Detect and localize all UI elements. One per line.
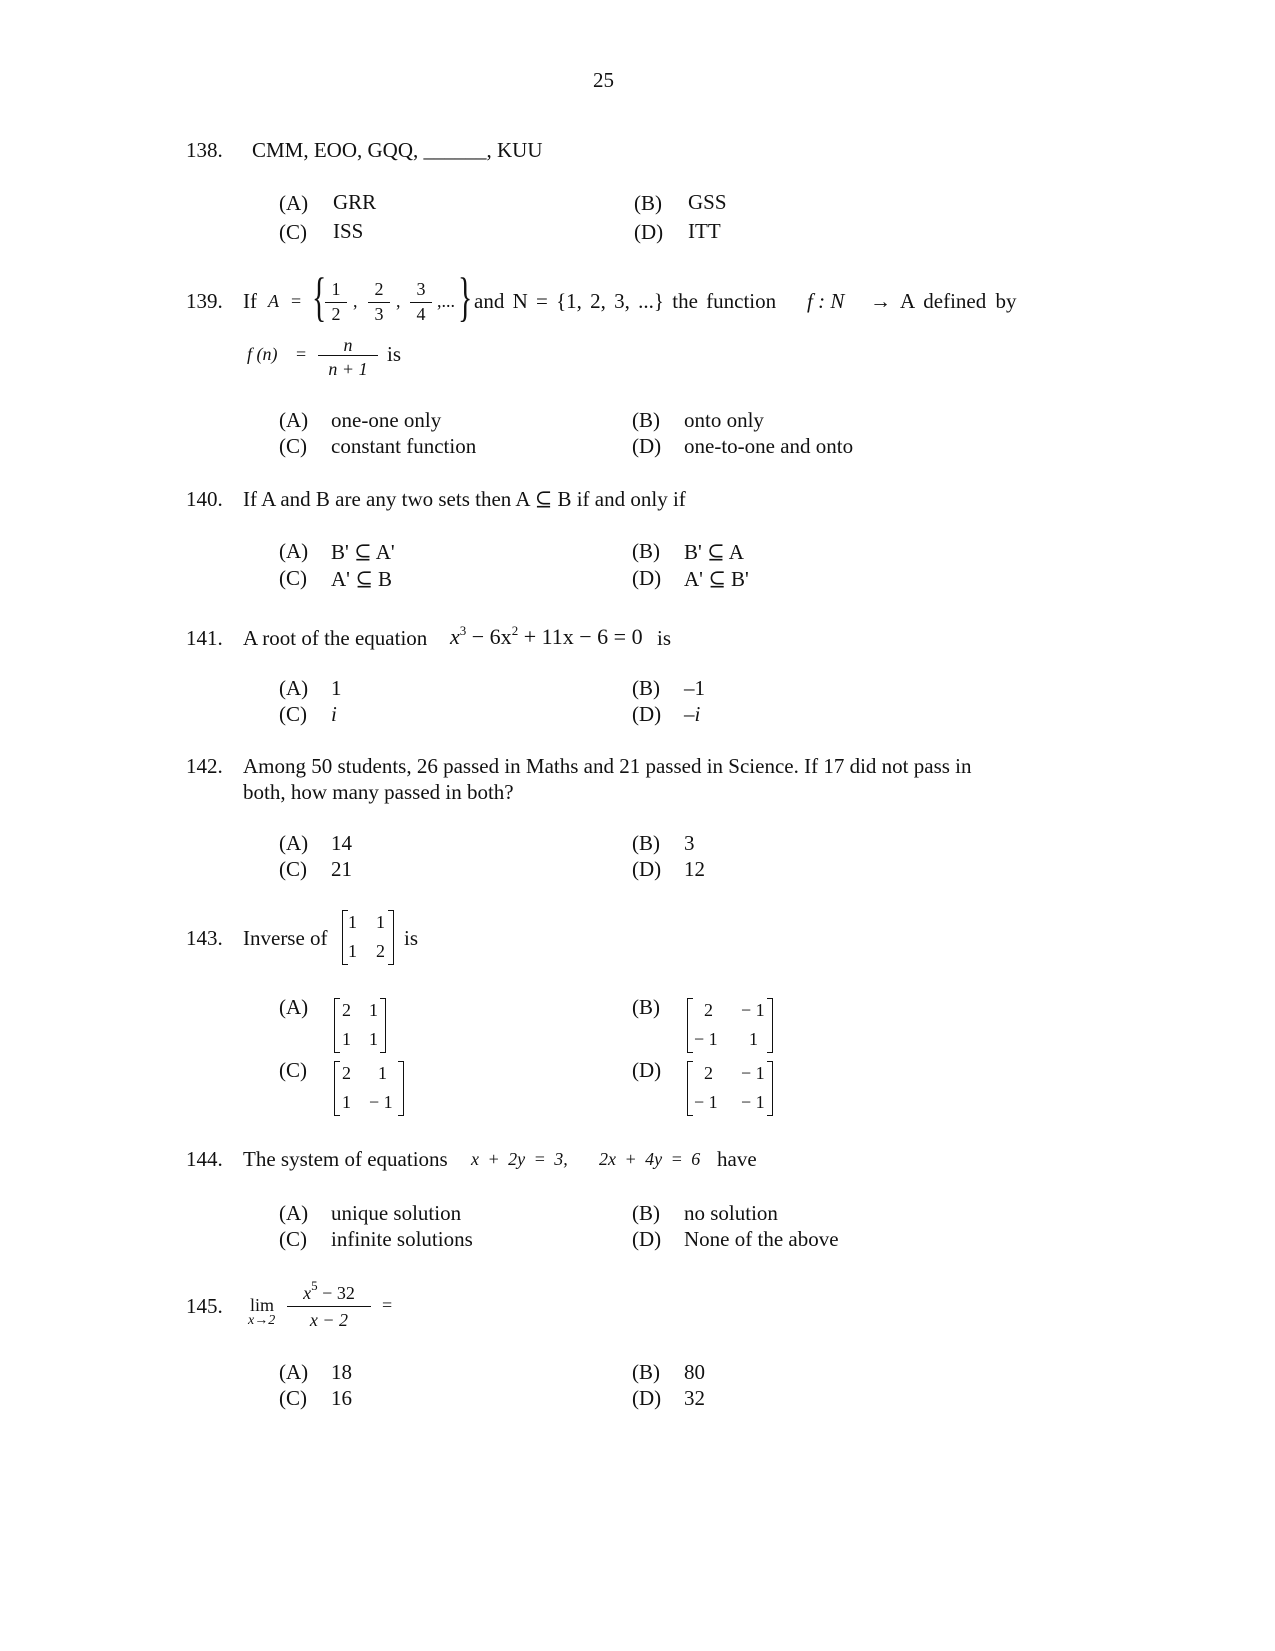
matrix-cell: 1 [749,1029,758,1049]
is-word: is [387,342,402,366]
option-c-text: ISS [333,219,364,243]
question-text-line1: Among 50 students, 26 passed in Maths and 21 passed in Science. If 17 did not pass in [243,754,972,778]
question-text-line2: both, how many passed in both? [243,780,514,804]
option-a-label: (A) [279,539,309,563]
fraction-bar [287,1306,371,1307]
question-text: The system of equations [243,1147,448,1171]
matrix-cell: − 1 [741,1063,765,1083]
option-b-label: (B) [632,676,660,700]
equals-sign: = [382,1295,393,1315]
question-text: A root of the equation [243,626,428,650]
page-number: 25 [593,68,614,92]
ellipsis: ,... [437,291,455,311]
matrix-right-bracket [767,1061,773,1116]
matrix-cell: 2 [704,1063,713,1083]
option-b-text: 3 [684,831,695,855]
option-b-text: onto only [684,408,764,432]
question-text: Inverse of [243,926,328,950]
option-d-text: 32 [684,1386,705,1410]
exponent: 2 [511,623,519,638]
option-d-text: ITT [688,219,721,243]
matrix-cell: 1 [348,912,357,932]
matrix-cell: 1 [348,941,357,961]
option-c-label: (C) [279,220,307,244]
matrix-left-bracket [687,1061,693,1116]
matrix-cell: 2 [376,941,385,961]
numerator-var: x [303,1283,312,1303]
option-d-text: None of the above [684,1227,839,1251]
matrix-cell: 1 [342,1092,351,1112]
option-b-label: (B) [632,995,660,1019]
limit-word: lim [250,1295,275,1315]
option-d-text: 12 [684,857,705,881]
is-word: is [657,626,672,650]
option-b-label: (B) [632,539,660,563]
question-number: 145. [186,1294,223,1318]
question-text: CMM, EOO, GQQ, ______, KUU [252,138,543,162]
function-def: f : N [807,289,845,313]
fraction-denominator: 2 [331,304,341,324]
exponent: 5 [311,1278,318,1293]
option-c-label: (C) [279,434,307,458]
is-word: is [404,926,419,950]
option-c-text: constant function [331,434,477,458]
equals-sign: = [296,344,307,364]
question-text: If A and B are any two sets then A ⊆ B if and only if [243,487,686,511]
matrix-right-bracket [767,998,773,1053]
option-c-label: (C) [279,857,307,881]
question-tail: have [717,1147,757,1171]
option-d-label: (D) [632,857,662,881]
option-a-label: (A) [279,1360,309,1384]
option-a-text: 14 [331,831,352,855]
equation-term: − 6x [466,624,512,649]
option-a-label: (A) [279,408,309,432]
equation-rest: + 11x − 6 = 0 [518,624,643,649]
fraction-bar [325,302,347,303]
fraction-numerator: 3 [416,279,426,299]
option-a-text: one-one only [331,408,442,432]
option-b-label: (B) [632,1201,660,1225]
option-b-label: (B) [632,1360,660,1384]
matrix-cell: 2 [704,1000,713,1020]
option-a-text: 18 [331,1360,352,1384]
matrix-cell: 2 [342,1063,351,1083]
question-number: 140. [186,487,223,511]
numerator-rest: − 32 [317,1283,355,1303]
fraction-denominator: 4 [416,304,426,324]
option-c-text: A' ⊆ B [331,567,393,591]
option-c-label: (C) [279,566,307,590]
fraction-bar [368,302,390,303]
matrix-cell: 1 [369,1000,378,1020]
matrix-right-bracket [398,1061,404,1116]
question-number: 138. [186,138,223,162]
set-n-text: and N = {1, 2, 3, ...} the function [474,289,777,313]
equals-sign: = [291,291,302,311]
option-c-text: 16 [331,1386,352,1410]
option-d-label: (D) [632,1227,662,1251]
option-d-text: A' ⊆ B' [684,567,749,591]
matrix-right-bracket [380,998,386,1053]
matrix-left-bracket [687,998,693,1053]
option-d-label: (D) [632,566,662,590]
equation-2: 2x + 4y = 6 [599,1149,701,1169]
limit-numerator [287,1278,371,1303]
option-a-text: GRR [333,190,377,214]
limit-denominator: x − 2 [309,1310,349,1330]
matrix-cell: 1 [378,1063,387,1083]
option-a-label: (A) [279,676,309,700]
equation-1: x + 2y = 3, [471,1149,568,1169]
option-d-label: (D) [632,1386,662,1410]
option-c-label: (C) [279,1058,307,1082]
set-variable: A [268,291,279,311]
fraction-denominator: 3 [374,304,384,324]
option-c-label: (C) [279,702,307,726]
question-number: 143. [186,926,223,950]
option-b-text: no solution [684,1201,778,1225]
matrix-cell: − 1 [694,1092,718,1112]
matrix-cell: − 1 [694,1029,718,1049]
comma: , [396,291,401,311]
fn-left: f (n) [247,344,278,364]
matrix-cell: − 1 [741,1000,765,1020]
option-a-label: (A) [279,995,309,1019]
option-a-label: (A) [279,191,309,215]
defined-by-text: A defined by [900,289,1017,313]
fraction-numerator: 1 [331,279,341,299]
option-b-text: 80 [684,1360,705,1384]
option-b-text: B' ⊆ A [684,540,744,564]
question-number: 144. [186,1147,223,1171]
fn-denominator: n + 1 [328,359,368,379]
option-b-text: –1 [684,676,705,700]
fraction-numerator: 2 [374,279,384,299]
option-b-text: GSS [688,190,727,214]
if-word: If [243,289,257,313]
matrix-left-bracket [334,998,340,1053]
arrow-icon: → [870,289,891,313]
matrix-cell: − 1 [369,1092,393,1112]
option-c-text: i [331,702,337,726]
option-b-label: (B) [632,831,660,855]
option-d-label: (D) [632,1058,662,1082]
option-d-text: –i [684,702,701,726]
comma: , [353,291,358,311]
matrix-cell: 1 [369,1029,378,1049]
question-number: 139. [186,289,223,313]
option-b-label: (B) [632,408,660,432]
matrix-left-bracket [334,1061,340,1116]
option-c-text: 21 [331,857,352,881]
option-a-text: 1 [331,676,342,700]
fraction-bar [410,302,432,303]
option-a-text: B' ⊆ A' [331,540,395,564]
option-d-label: (D) [634,220,664,244]
exponent: 3 [459,623,467,638]
question-number: 142. [186,754,223,778]
equation [450,623,643,649]
right-brace: } [458,267,473,327]
limit-subscript: x→2 [248,1313,276,1328]
matrix-cell: 2 [342,1000,351,1020]
matrix-cell: − 1 [741,1092,765,1112]
option-c-label: (C) [279,1386,307,1410]
option-a-text: unique solution [331,1201,462,1225]
left-brace: { [312,267,327,327]
fn-numerator: n [343,335,353,355]
option-d-label: (D) [632,702,662,726]
fraction-bar [318,355,378,356]
question-number: 141. [186,626,223,650]
matrix-cell: 1 [376,912,385,932]
option-d-text: one-to-one and onto [684,434,854,458]
option-b-label: (B) [634,191,662,215]
option-a-label: (A) [279,831,309,855]
option-d-label: (D) [632,434,662,458]
equation-var: x [450,624,460,649]
matrix-right-bracket [388,910,394,965]
option-c-text: infinite solutions [331,1227,473,1251]
option-a-label: (A) [279,1201,309,1225]
matrix-cell: 1 [342,1029,351,1049]
option-c-label: (C) [279,1227,307,1251]
